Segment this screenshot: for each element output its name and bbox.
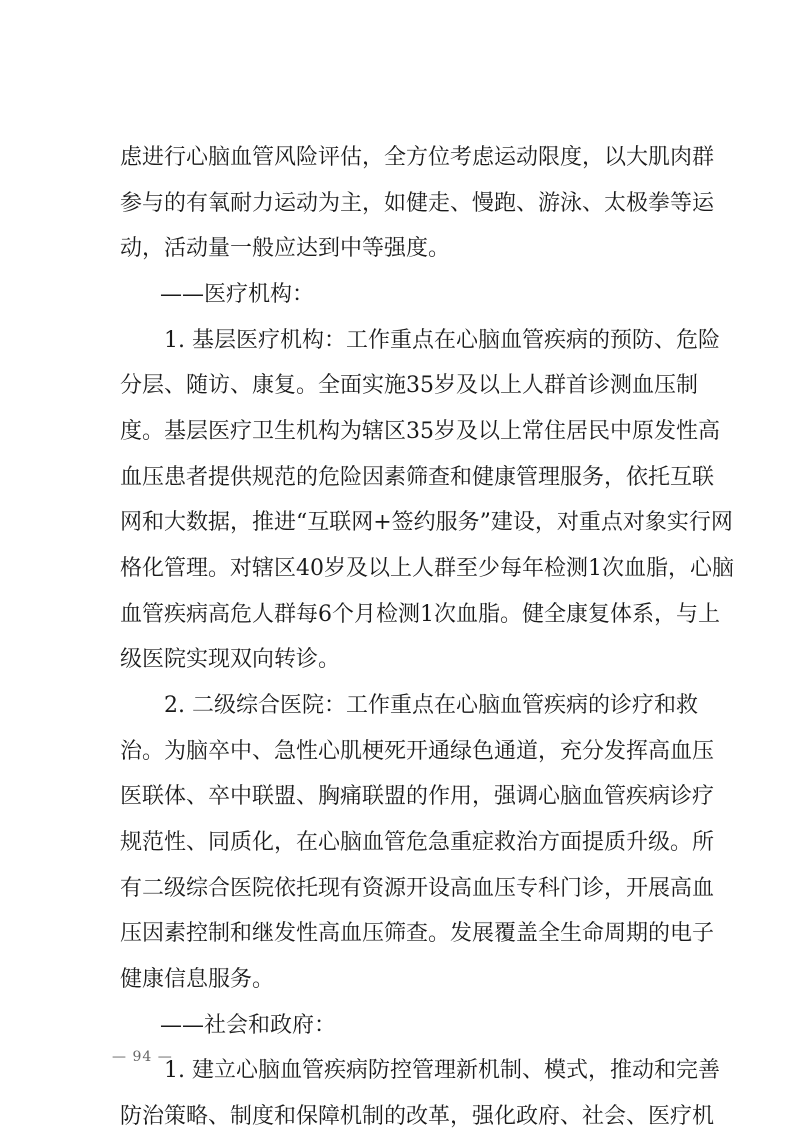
paragraph-line: 医联体、卒中联盟、胸痛联盟的作用，强调心脑血管疾病诊疗 bbox=[120, 784, 715, 809]
paragraph-line: 治。为脑卒中、急性心肌梗死开通绿色通道，充分发挥高血压 bbox=[120, 739, 715, 764]
paragraph-line: 度。基层医疗卫生机构为辖区35岁及以上常住居民中原发性高 bbox=[120, 419, 720, 444]
paragraph-line: 参与的有氧耐力运动为主，如健走、慢跑、游泳、太极拳等运 bbox=[120, 191, 715, 216]
paragraph-line: 分层、随访、康复。全面实施35岁及以上人群首诊测血压制 bbox=[120, 373, 698, 398]
paragraph-line: 血压患者提供规范的危险因素筛查和健康管理服务，依托互联 bbox=[120, 465, 715, 490]
paragraph-line: 1. 基层医疗机构：工作重点在心脑血管疾病的预防、危险 bbox=[164, 328, 720, 353]
section-heading: ——医疗机构： bbox=[160, 282, 315, 307]
section-heading: ——社会和政府： bbox=[160, 1013, 337, 1038]
paragraph-line: 有二级综合医院依托现有资源开设高血压专科门诊，开展高血 bbox=[120, 876, 715, 901]
paragraph-line: 2. 二级综合医院：工作重点在心脑血管疾病的诊疗和救 bbox=[164, 693, 698, 718]
paragraph-line: 动，活动量一般应达到中等强度。 bbox=[120, 236, 451, 261]
paragraph-line: 虑进行心脑血管风险评估，全方位考虑运动限度，以大肌肉群 bbox=[120, 145, 715, 170]
paragraph-line: 1. 建立心脑血管疾病防控管理新机制、模式，推动和完善 bbox=[164, 1058, 720, 1083]
paragraph-line: 格化管理。对辖区40岁及以上人群至少每年检测1次血脂，心脑 bbox=[120, 556, 734, 581]
paragraph-line: 健康信息服务。 bbox=[120, 967, 275, 992]
paragraph-line: 规范性、同质化，在心脑血管危急重症救治方面提质升级。所 bbox=[120, 830, 715, 855]
paragraph-line: 网和大数据，推进“互联网+签约服务”建设，对重点对象实行网 bbox=[120, 510, 733, 535]
paragraph-line: 防治策略、制度和保障机制的改革，强化政府、社会、医疗机 bbox=[120, 1104, 715, 1129]
paragraph-line: 级医院实现双向转诊。 bbox=[120, 647, 341, 672]
page-number: — 94 — bbox=[112, 1049, 173, 1065]
paragraph-line: 血管疾病高危人群每6个月检测1次血脂。健全康复体系，与上 bbox=[120, 602, 720, 627]
paragraph-line: 压因素控制和继发性高血压筛查。发展覆盖全生命周期的电子 bbox=[120, 921, 715, 946]
